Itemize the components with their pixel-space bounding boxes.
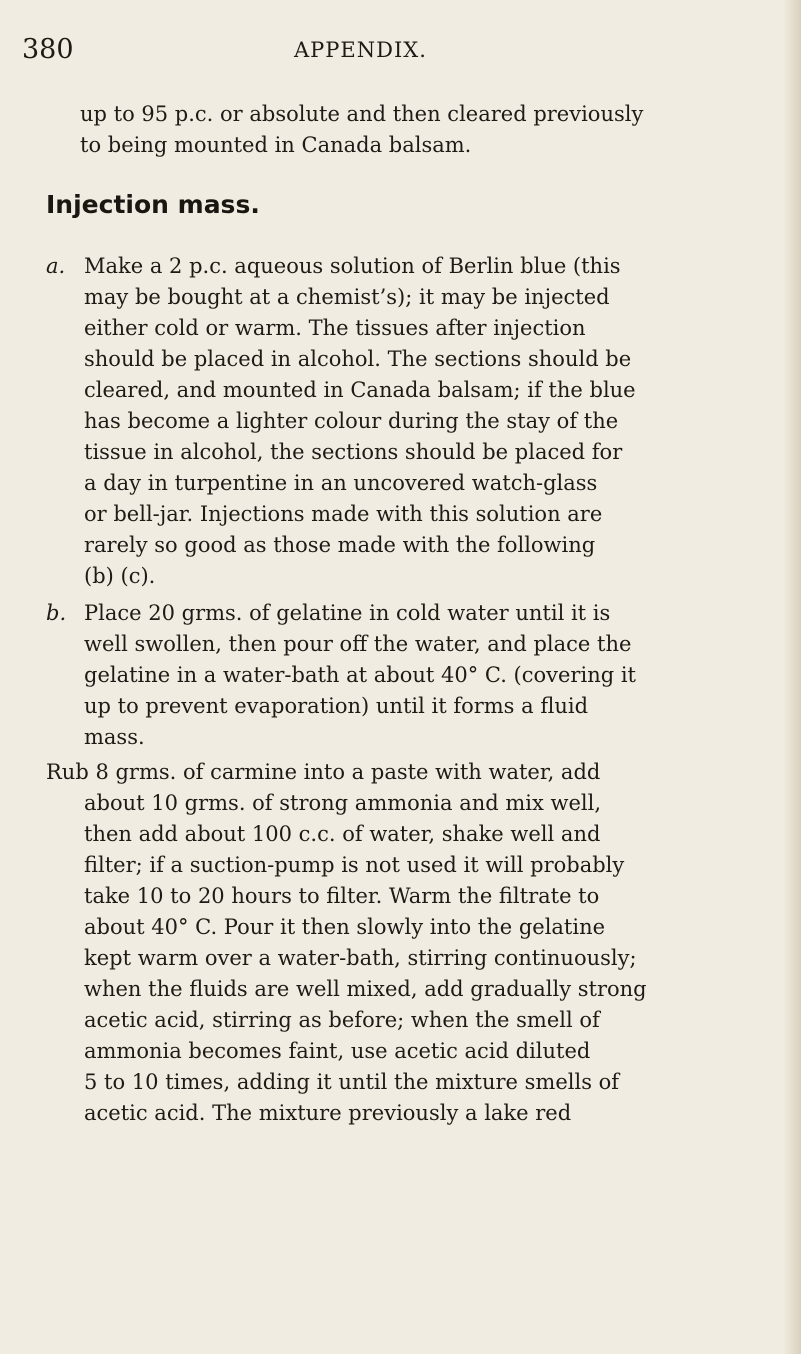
text-line: Make a 2 p.c. aqueous solution of Berlin blue (this — [84, 254, 621, 278]
text-line: Place 20 grms. of gelatine in cold water until it is — [84, 601, 611, 625]
text-line: when the fluids are well mixed, add gradually strong — [84, 977, 647, 1001]
text-line: about 10 grms. of strong ammonia and mix well, — [84, 791, 602, 815]
text-line: should be placed in alcohol. The sections should be — [84, 347, 632, 371]
text-line: either cold or warm. The tissues after injection — [84, 316, 586, 340]
text-line: take 10 to 20 hours to filter. Warm the filtrate to — [84, 884, 600, 908]
text-line: then add about 100 c.c. of water, shake well and — [84, 822, 601, 846]
text-line: filter; if a suction-pump is not used it will probably — [84, 853, 625, 877]
text-line: cleared, and mounted in Canada balsam; if the blue — [84, 378, 636, 402]
text-line: kept warm over a water-bath, stirring continuously; — [84, 946, 637, 970]
text-line: has become a lighter colour during the stay of the — [84, 409, 619, 433]
continuation-paragraph — [80, 99, 720, 161]
text-line: acetic acid. The mixture previously a lake red — [84, 1101, 572, 1125]
carmine-paragraph — [46, 757, 647, 1129]
text-line: gelatine in a water-bath at about 40° C. (covering it — [84, 663, 636, 687]
text-line: tissue in alcohol, the sections should be placed for — [84, 440, 623, 464]
item-body — [84, 598, 636, 753]
section-heading: Injection mass. — [46, 190, 260, 219]
text-line: to being mounted in Canada balsam. — [80, 133, 472, 157]
text-line: or bell-jar. Injections made with this solution are — [84, 502, 603, 526]
page-edge-shadow — [783, 0, 801, 1354]
text-line: well swollen, then pour off the water, and place the — [84, 632, 632, 656]
text-line: a day in turpentine in an uncovered watch-glass — [84, 471, 598, 495]
text-line: may be bought at a chemist’s); it may be injected — [84, 285, 610, 309]
item-marker: b. — [46, 601, 67, 625]
item-body — [84, 251, 636, 592]
text-line: Rub 8 grms. of carmine into a paste with water, add — [46, 760, 601, 784]
text-line: up to 95 p.c. or absolute and then cleared previously — [80, 102, 644, 126]
text-line: up to prevent evaporation) until it forms a fluid — [84, 694, 589, 718]
running-head: APPENDIX. — [294, 38, 427, 62]
text-line: rarely so good as those made with the following — [84, 533, 596, 557]
text-line: 5 to 10 times, adding it until the mixture smells of — [84, 1070, 620, 1094]
text-line: about 40° C. Pour it then slowly into the gelatine — [84, 915, 606, 939]
page-number: 380 — [22, 34, 74, 65]
text-line: (b) (c). — [84, 564, 156, 588]
page-header — [0, 34, 801, 74]
item-marker: a. — [46, 254, 66, 278]
text-line: ammonia becomes faint, use acetic acid diluted — [84, 1039, 591, 1063]
text-line: mass. — [84, 725, 145, 749]
text-line: acetic acid, stirring as before; when the smell of — [84, 1008, 600, 1032]
